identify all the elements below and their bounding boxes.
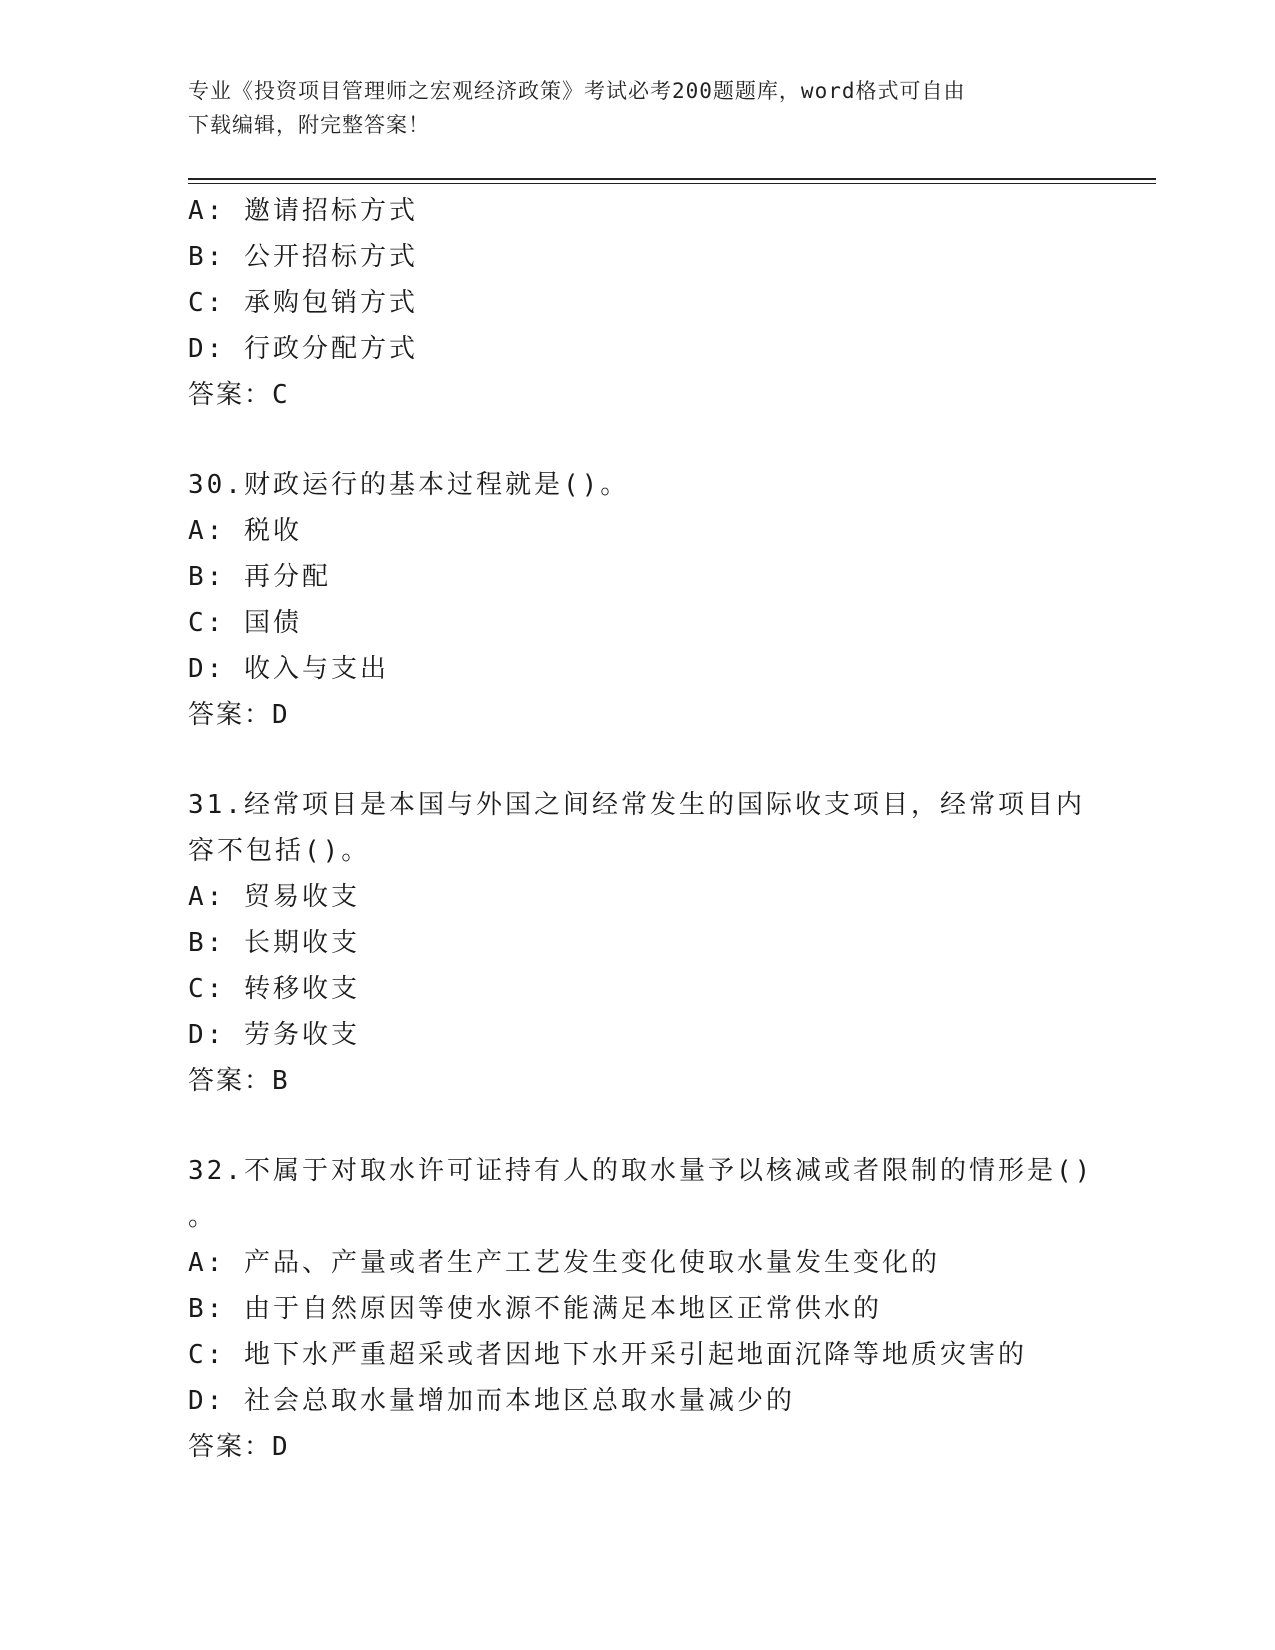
answer-line: 答案：B (188, 1066, 290, 1096)
option-d: D: 行政分配方式 (188, 334, 418, 364)
answer-line: 答案：D (188, 1432, 290, 1462)
option-d: D: 收入与支出 (188, 654, 389, 684)
option-b: B: 由于自然原因等使水源不能满足本地区正常供水的 (188, 1294, 882, 1324)
question-29 (188, 188, 1088, 418)
answer-line: 答案：C (188, 380, 290, 410)
question-stem: 30.财政运行的基本过程就是()。 (188, 470, 630, 500)
option-a: A: 产品、产量或者生产工艺发生变化使取水量发生变化的 (188, 1248, 940, 1278)
option-b: B: 公开招标方式 (188, 242, 418, 272)
question-stem: 31.经常项目是本国与外国之间经常发生的国际收支项目，经常项目内 (188, 790, 1085, 820)
question-list (188, 188, 1094, 1470)
question-32 (188, 1148, 1094, 1470)
answer-line: 答案：D (188, 700, 290, 730)
option-c: C: 地下水严重超采或者因地下水开采引起地面沉降等地质灾害的 (188, 1340, 1027, 1370)
question-30 (188, 462, 1088, 738)
option-a: A: 税收 (188, 516, 302, 546)
option-a: A: 邀请招标方式 (188, 196, 418, 226)
option-d: D: 劳务收支 (188, 1020, 360, 1050)
document-header (188, 74, 1088, 142)
option-c: C: 承购包销方式 (188, 288, 418, 318)
question-stem-continued: 。 (188, 1202, 218, 1232)
option-b: B: 再分配 (188, 562, 331, 592)
question-31 (188, 782, 1088, 1104)
question-stem-continued: 容不包括()。 (188, 836, 371, 866)
option-c: C: 转移收支 (188, 974, 360, 1004)
header-rule-thick (188, 178, 1156, 180)
option-a: A: 贸易收支 (188, 882, 360, 912)
option-d: D: 社会总取水量增加而本地区总取水量减少的 (188, 1386, 795, 1416)
question-stem: 32.不属于对取水许可证持有人的取水量予以核减或者限制的情形是() (188, 1156, 1094, 1186)
header-line-1: 专业《投资项目管理师之宏观经济政策》考试必考200题题库，word格式可自由 (188, 79, 966, 103)
option-c: C: 国债 (188, 608, 302, 638)
option-b: B: 长期收支 (188, 928, 360, 958)
header-line-2: 下载编辑，附完整答案！ (188, 113, 430, 137)
header-rule-thin (188, 183, 1156, 184)
